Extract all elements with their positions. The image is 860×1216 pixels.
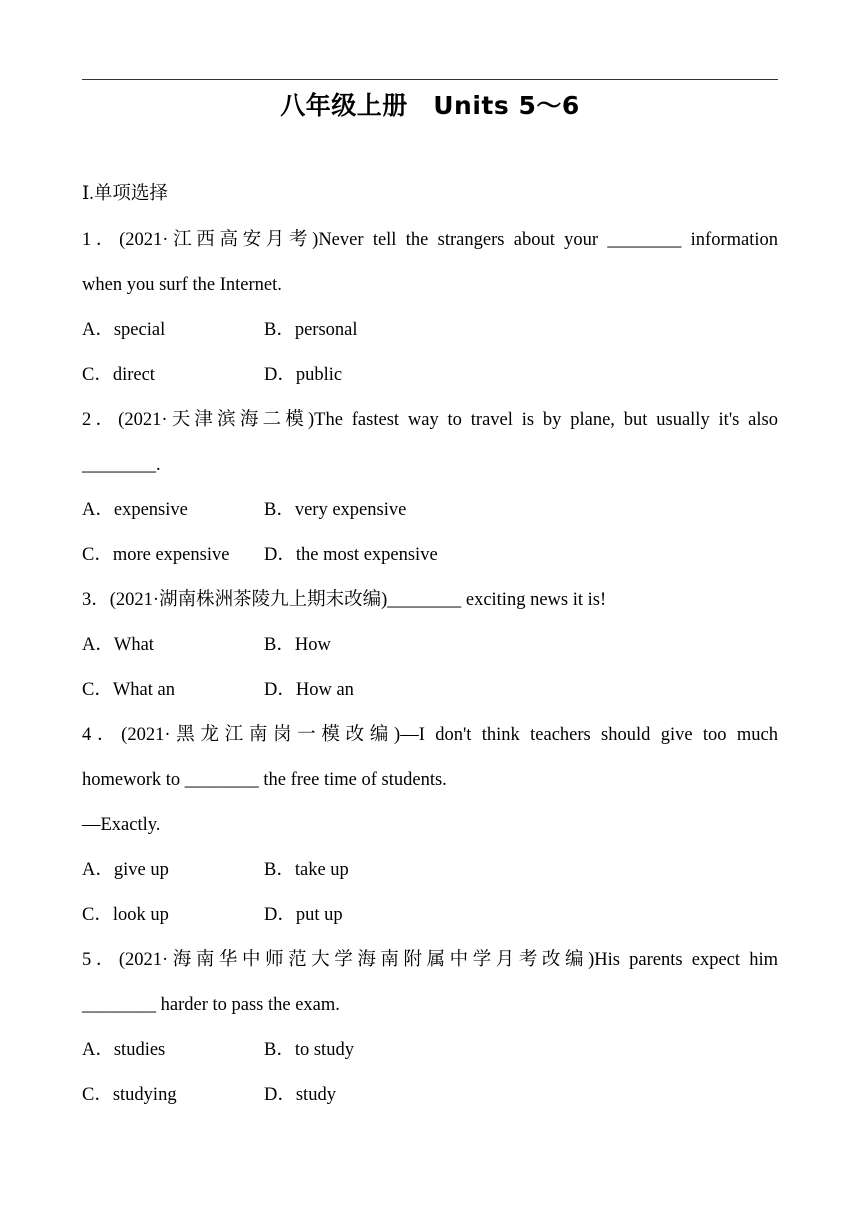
question-5-option-a: A．studies [82,1040,166,1060]
question-3-option-d: D．How an [264,680,354,700]
question-4-stem-line-1: 4．(2021·黑龙江南岗一模改编)—I don't think teachers should give too much [82,725,778,745]
question-1-option-b: B．personal [264,320,358,340]
question-4-option-c: C．look up [82,905,169,925]
question-5-option-c: C．studying [82,1085,177,1105]
question-4-stem-line-3: —Exactly. [82,815,161,835]
question-4-option-d: D．put up [264,905,343,925]
page-title: 八年级上册 Units 5～6 [280,91,580,120]
question-2-stem-line-2: ________. [82,455,161,475]
question-4-option-a: A．give up [82,860,169,880]
question-1-option-d: D．public [264,365,343,385]
question-4-option-b: B．take up [264,860,349,880]
question-5-stem-line-1: 5．(2021·海南华中师范大学海南附属中学月考改编)His parents expect him [82,950,778,970]
question-3-option-b: B．How [264,635,331,655]
question-2-option-a: A．expensive [82,500,188,520]
question-5-option-b: B．to study [264,1040,354,1060]
question-4-stem-line-2: homework to ________ the free time of students. [82,770,447,790]
question-2-option-b: B．very expensive [264,500,407,520]
header-rule [82,79,778,80]
question-2-option-c: C．more expensive [82,545,230,565]
question-5-stem-line-2: ________ harder to pass the exam. [82,995,340,1015]
question-3-stem-line-1: 3．(2021·湖南株洲茶陵九上期末改编)________ exciting news it is! [82,590,607,610]
question-5-option-d: D．study [264,1085,336,1105]
question-3-option-a: A．What [82,635,154,655]
question-1-option-c: C．direct [82,365,155,385]
question-1-option-a: A．special [82,320,166,340]
question-3-option-c: C．What an [82,680,175,700]
question-1-stem-line-1: 1．(2021·江西高安月考)Never tell the strangers about your ________ information [82,230,778,250]
question-1-stem-line-2: when you surf the Internet. [82,275,282,295]
section-heading: Ⅰ.单项选择 [82,184,168,204]
question-2-stem-line-1: 2．(2021·天津滨海二模)The fastest way to travel is by plane, but usually it's also [82,410,778,430]
question-2-option-d: D．the most expensive [264,545,438,565]
